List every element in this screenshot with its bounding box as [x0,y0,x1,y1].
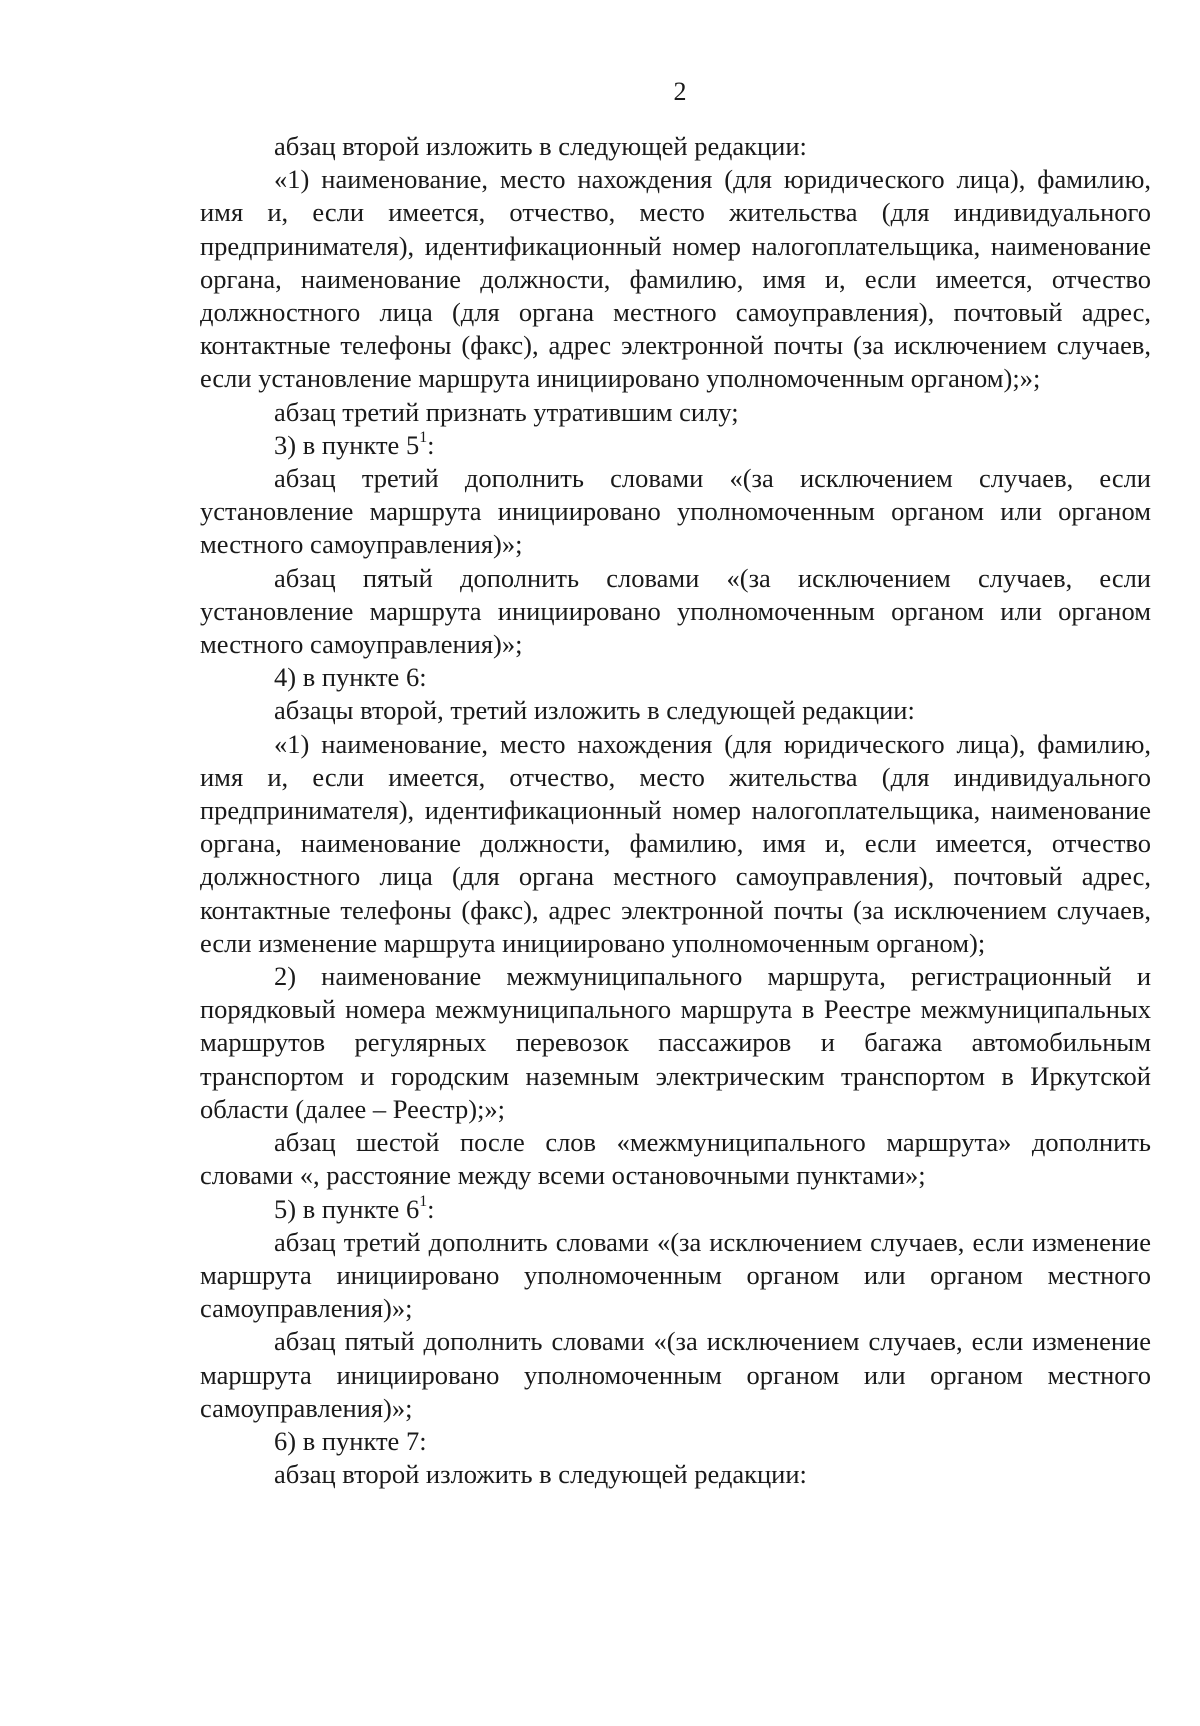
paragraph-suffix: : [427,429,435,460]
document-body [200,130,1151,1491]
paragraph: абзац третий дополнить словами «(за исключением случаев, если изменение маршрута инициировано уполномоченным органом или органом местного самоуправления)»; [200,1226,1151,1324]
paragraph: абзац пятый дополнить словами «(за исключением случаев, если установление маршрута инициировано уполномоченным органом или органом местного самоуправления)»; [200,562,1151,660]
paragraph: абзацы второй, третий изложить в следующей редакции: [274,695,915,726]
paragraph: «1) наименование, место нахождения (для юридического лица), фамилию, имя и, если имеется, отчество, место жительства (для индивидуального предпринимателя), идентификационный номер налогоплательщика, наименование органа, наименование должности, фамилию, имя и, если имеется, отчество должностного лица (для органа местного самоуправления), почтовый адрес, контактные телефоны (факс), адрес электронной почты (за исключением случаев, если изменение маршрута инициировано уполномоченным органом); [200,728,1151,958]
superscript: 1 [419,1192,428,1210]
paragraph [200,429,1151,462]
paragraph: 4) в пункте 6: [274,662,427,693]
paragraph: «1) наименование, место нахождения (для юридического лица), фамилию, имя и, если имеется, отчество, место жительства (для индивидуального предпринимателя), идентификационный номер налогоплательщика, наименование органа, наименование должности, фамилию, имя и, если имеется, отчество должностного лица (для органа местного самоуправления), почтовый адрес, контактные телефоны (факс), адрес электронной почты (за исключением случаев, если установление маршрута инициировано уполномоченным органом);»; [200,164,1151,394]
paragraph-text: 3) в пункте 5 [274,429,420,460]
paragraph: абзац второй изложить в следующей редакции: [274,1459,807,1490]
paragraph: абзац третий признать утратившим силу; [274,396,739,427]
paragraph-suffix: : [427,1193,435,1224]
paragraph-text: 5) в пункте 6 [274,1193,420,1224]
paragraph: 2) наименование межмуниципального маршрута, регистрационный и порядковый номера межмуниципального маршрута в Реестре межмуниципальных маршрутов регулярных перевозок пассажиров и багажа автомобильным транспортом и городским наземным электрическим транспортом в Иркутской области (далее – Реестр);»; [200,961,1151,1124]
paragraph: абзац шестой после слов «межмуниципального маршрута» дополнить словами «, расстояние между всеми остановочными пунктами»; [200,1127,1151,1191]
paragraph: абзац второй изложить в следующей редакции: [274,131,807,161]
paragraph: абзац третий дополнить словами «(за исключением случаев, если установление маршрута инициировано уполномоченным органом или органом местного самоуправления)»; [200,463,1151,560]
page-number [0,76,1200,108]
page-number-text: 2 [673,77,687,106]
superscript: 1 [419,428,428,446]
paragraph: абзац пятый дополнить словами «(за исключением случаев, если изменение маршрута инициировано уполномоченным органом или органом местного самоуправления)»; [200,1326,1151,1423]
paragraph: 6) в пункте 7: [274,1425,427,1456]
paragraph [200,1193,1151,1226]
